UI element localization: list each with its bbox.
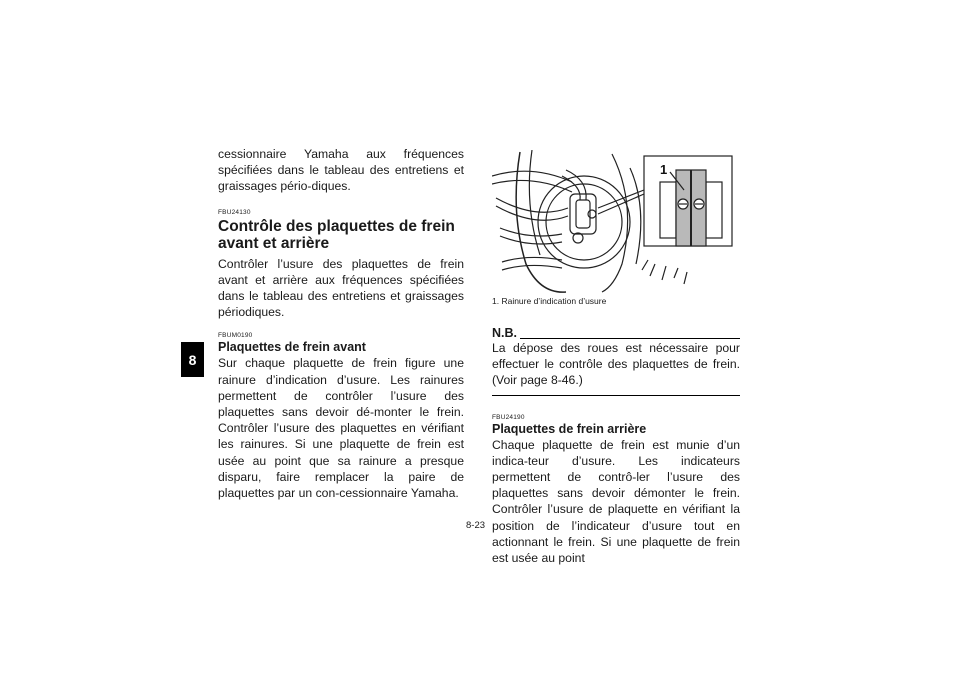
- intro-paragraph: cessionnaire Yamaha aux fréquences spécifiées dans le tableau des entretiens et graissages pério-diques.: [218, 147, 464, 194]
- nb-label: N.B.: [492, 326, 517, 340]
- section-paragraph: Contrôler l’usure des plaquettes de frein avant et arrière aux fréquences spécifiées dans le tableau des entretiens et graissages périodiques.: [218, 256, 464, 320]
- section-code: FBU24130: [218, 208, 251, 216]
- nb-rule: [520, 338, 740, 339]
- subsection-heading-front: Plaquettes de frein avant: [218, 340, 366, 355]
- nb-header: [492, 327, 740, 340]
- left-column: [218, 146, 464, 501]
- front-pads-paragraph: Sur chaque plaquette de frein figure une rainure d’indication d’usure. Les rainures permettent de contrôler l’usure des plaquettes sans devoir dé-monter le frein. Contrôler l’usure des plaquettes en vérifiant les rainures. Si une plaquette de frein est usée au point que sa rainure a presque disparu, faire remplacer la paire de plaquettes par un con-cessionnaire Yamaha.: [218, 356, 464, 501]
- subsection-heading-rear: Plaquettes de frein arrière: [492, 421, 647, 436]
- nb-end-rule: [492, 395, 740, 396]
- nb-text: La dépose des roues est nécessaire pour effectuer le contrôle des plaquettes de frein. (Voir page 8-46.): [492, 341, 740, 388]
- figure-caption: 1. Rainure d’indication d’usure: [492, 296, 607, 306]
- section-heading: Contrôle des plaquettes de frein avant et arrière: [218, 217, 455, 252]
- page-number: 8-23: [466, 520, 486, 531]
- chapter-tab: 8: [181, 342, 204, 377]
- right-column: [492, 150, 740, 566]
- subsection-code: FBUM0190: [218, 332, 253, 340]
- subsection-code-rear: FBU24190: [492, 413, 525, 421]
- rear-pads-paragraph: Chaque plaquette de frein est munie d’un indica-teur d’usure. Les indicateurs permettent de contrô-ler l’usure des plaquettes sans devoir démonter le frein. Contrôler l’usure de plaquette en vérifiant la position de l’indicateur d’usure tout en actionnant le frein. Si une plaquette de frein est usée au point: [492, 437, 740, 566]
- figure-callout-1: 1: [660, 162, 668, 177]
